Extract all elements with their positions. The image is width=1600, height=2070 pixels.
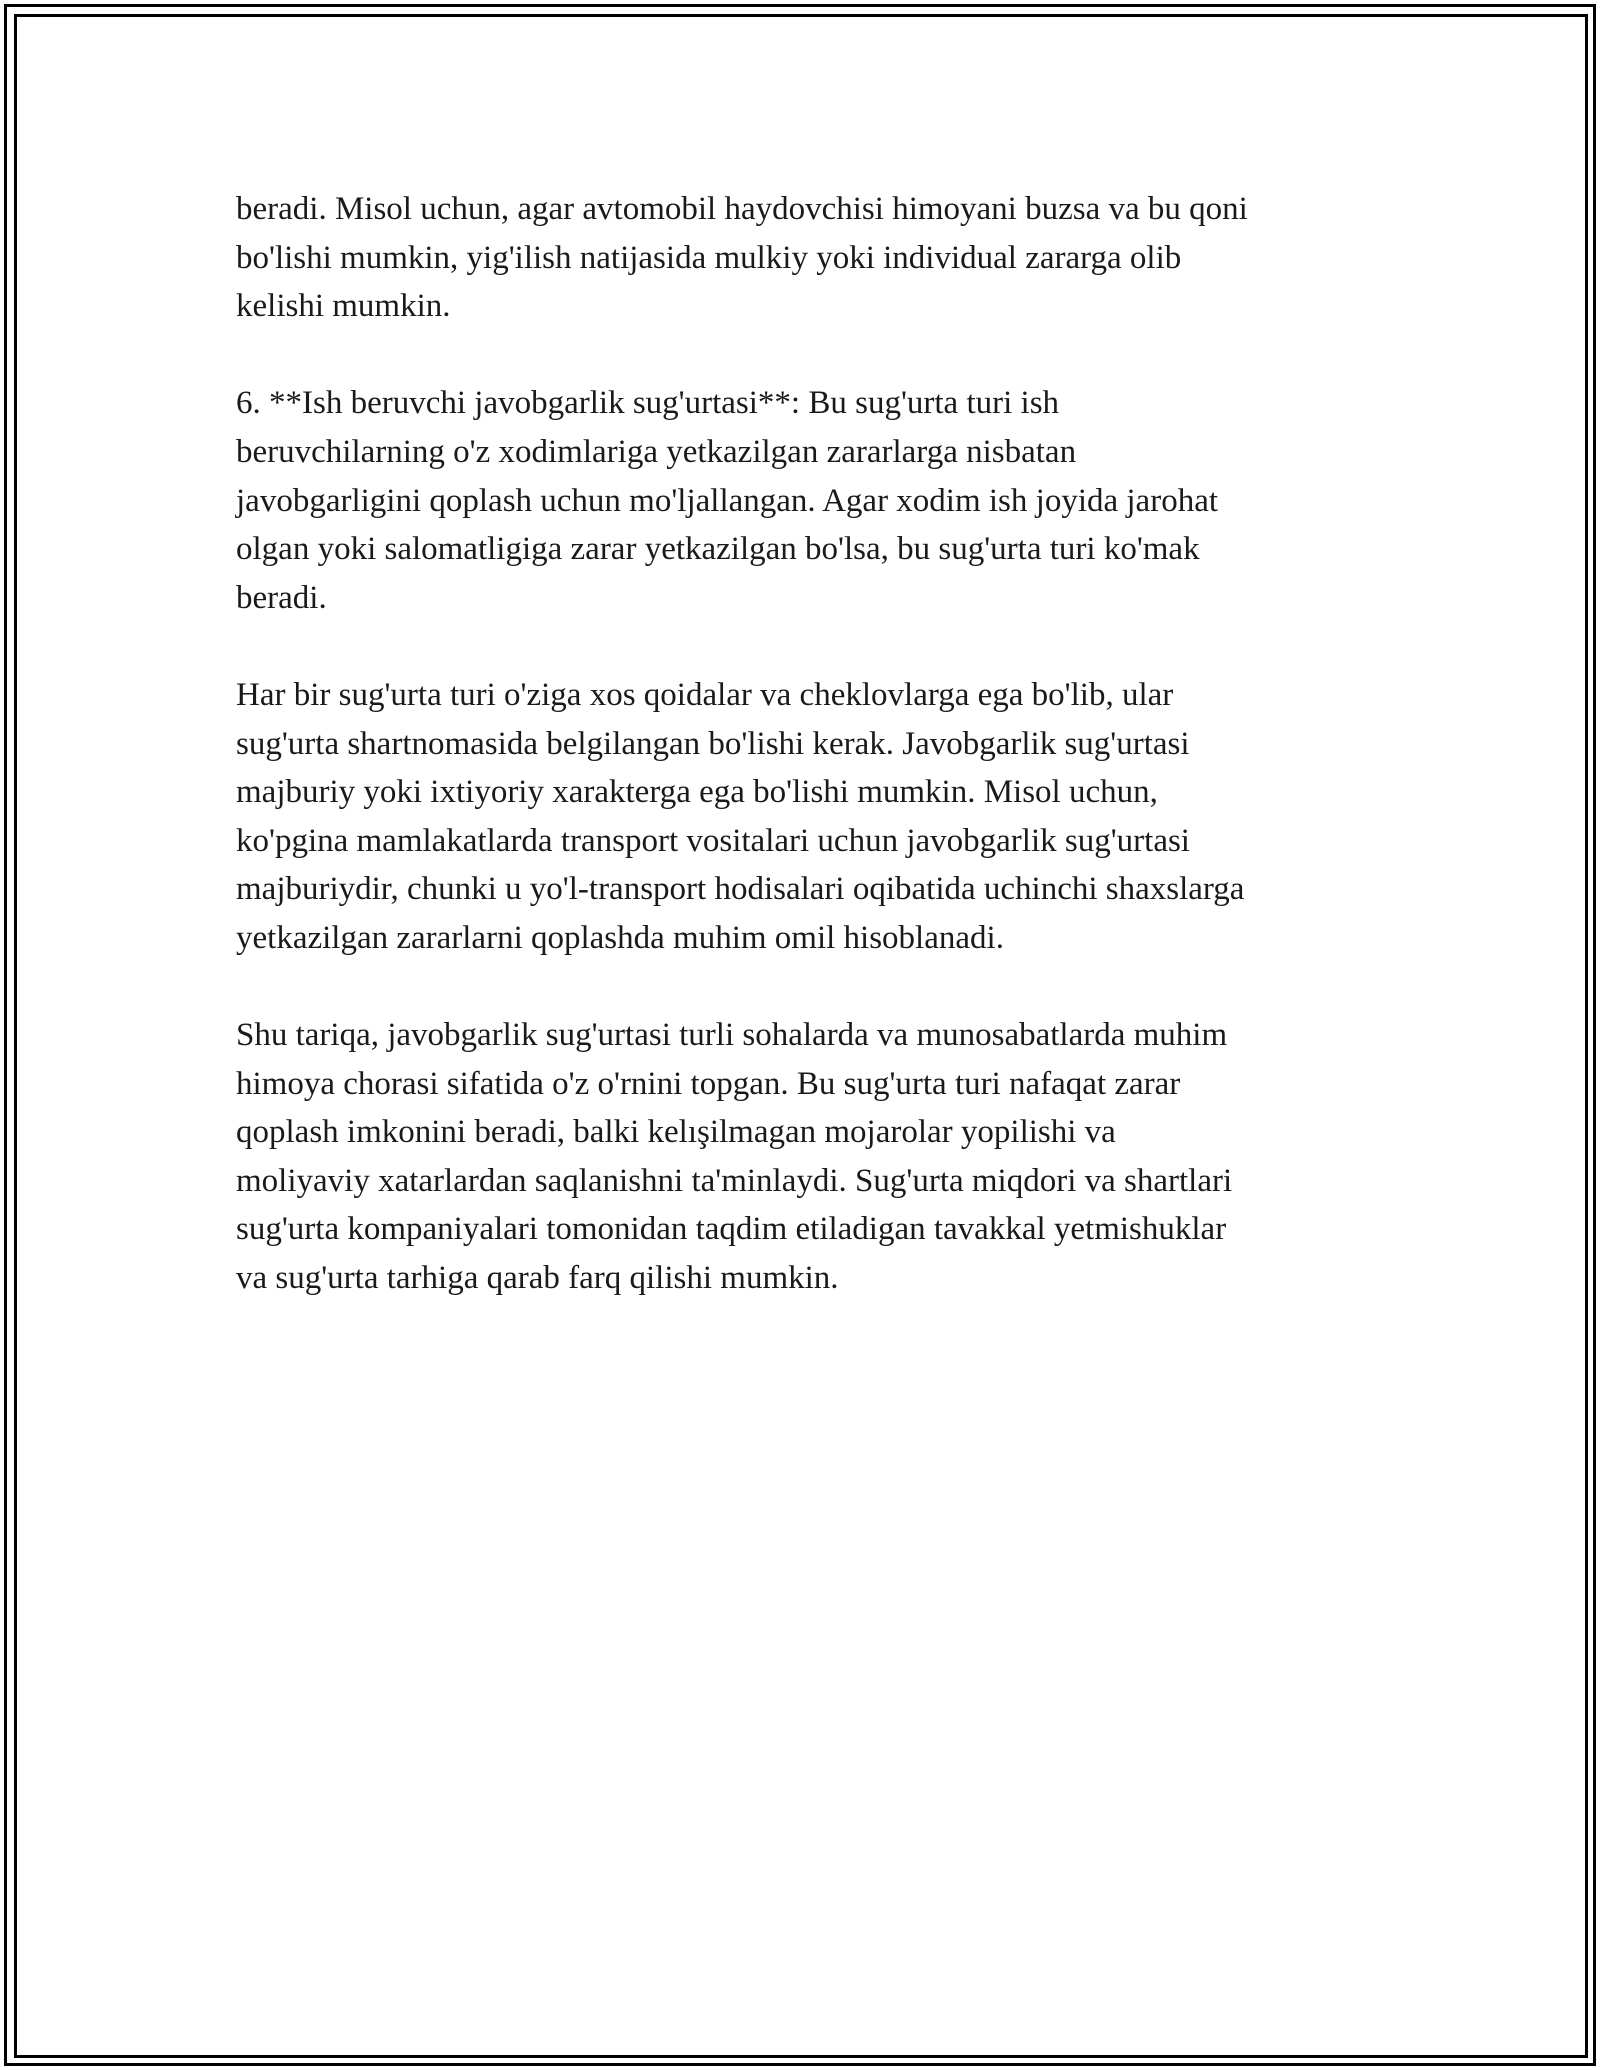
paragraph-conclusion: Shu tariqa, javobgarlik sug'urtasi turli sohalarda va munosabatlarda muhim himoya chorasi sifatida o'z o'rnini topgan. Bu sug'urta turi nafaqat zarar qoplash imkonini beradi, balki kelışilmagan mojarolar yopilishi va moliyaviy xatarlardan saqlanishni ta'minlaydi. Sug'urta miqdori va shartlari sug'urta kompaniyalari tomonidan taqdim etiladigan tavakkal yetmishuklar va sug'urta tarhiga qarab farq qilishi mumkin. bbox=[236, 1017, 1233, 1297]
paragraph-insurance-rules: Har bir sug'urta turi o'ziga xos qoidalar va cheklovlarga ega bo'lib, ular sug'urta shartnomasida belgilangan bo'lishi kerak. Javobgarlik sug'urtasi majburiy yoki ixtiyoriy xarakterga ega bo'lishi mumkin. Misol uchun, ko'pgina mamlakatlarda transport vositalari uchun javobgarlik sug'urtasi majburiydir, chunki u yo'l-transport hodisalari oqibatida uchinchi shaxslarga yetkazilgan zararlarni qoplashda muhim omil hisoblanadi. bbox=[236, 676, 1245, 956]
document-body bbox=[236, 185, 1376, 1351]
paragraph-continuation: beradi. Misol uchun, agar avtomobil haydovchisi himoyani buzsa va bu qoni bo'lishi mumkin, yig'ilish natijasida mulkiy yoki individual zararga olib kelishi mumkin. bbox=[236, 191, 1248, 325]
paragraph-employer-liability: 6. **Ish beruvchi javobgarlik sug'urtasi**: Bu sug'urta turi ish beruvchilarning o'z xodimlariga yetkazilgan zararlarga nisbatan javobgarligini qoplash uchun mo'ljallangan. Agar xodim ish joyida jarohat olgan yoki salomatligiga zarar yetkazilgan bo'lsa, bu sug'urta turi ko'mak beradi. bbox=[236, 385, 1219, 616]
